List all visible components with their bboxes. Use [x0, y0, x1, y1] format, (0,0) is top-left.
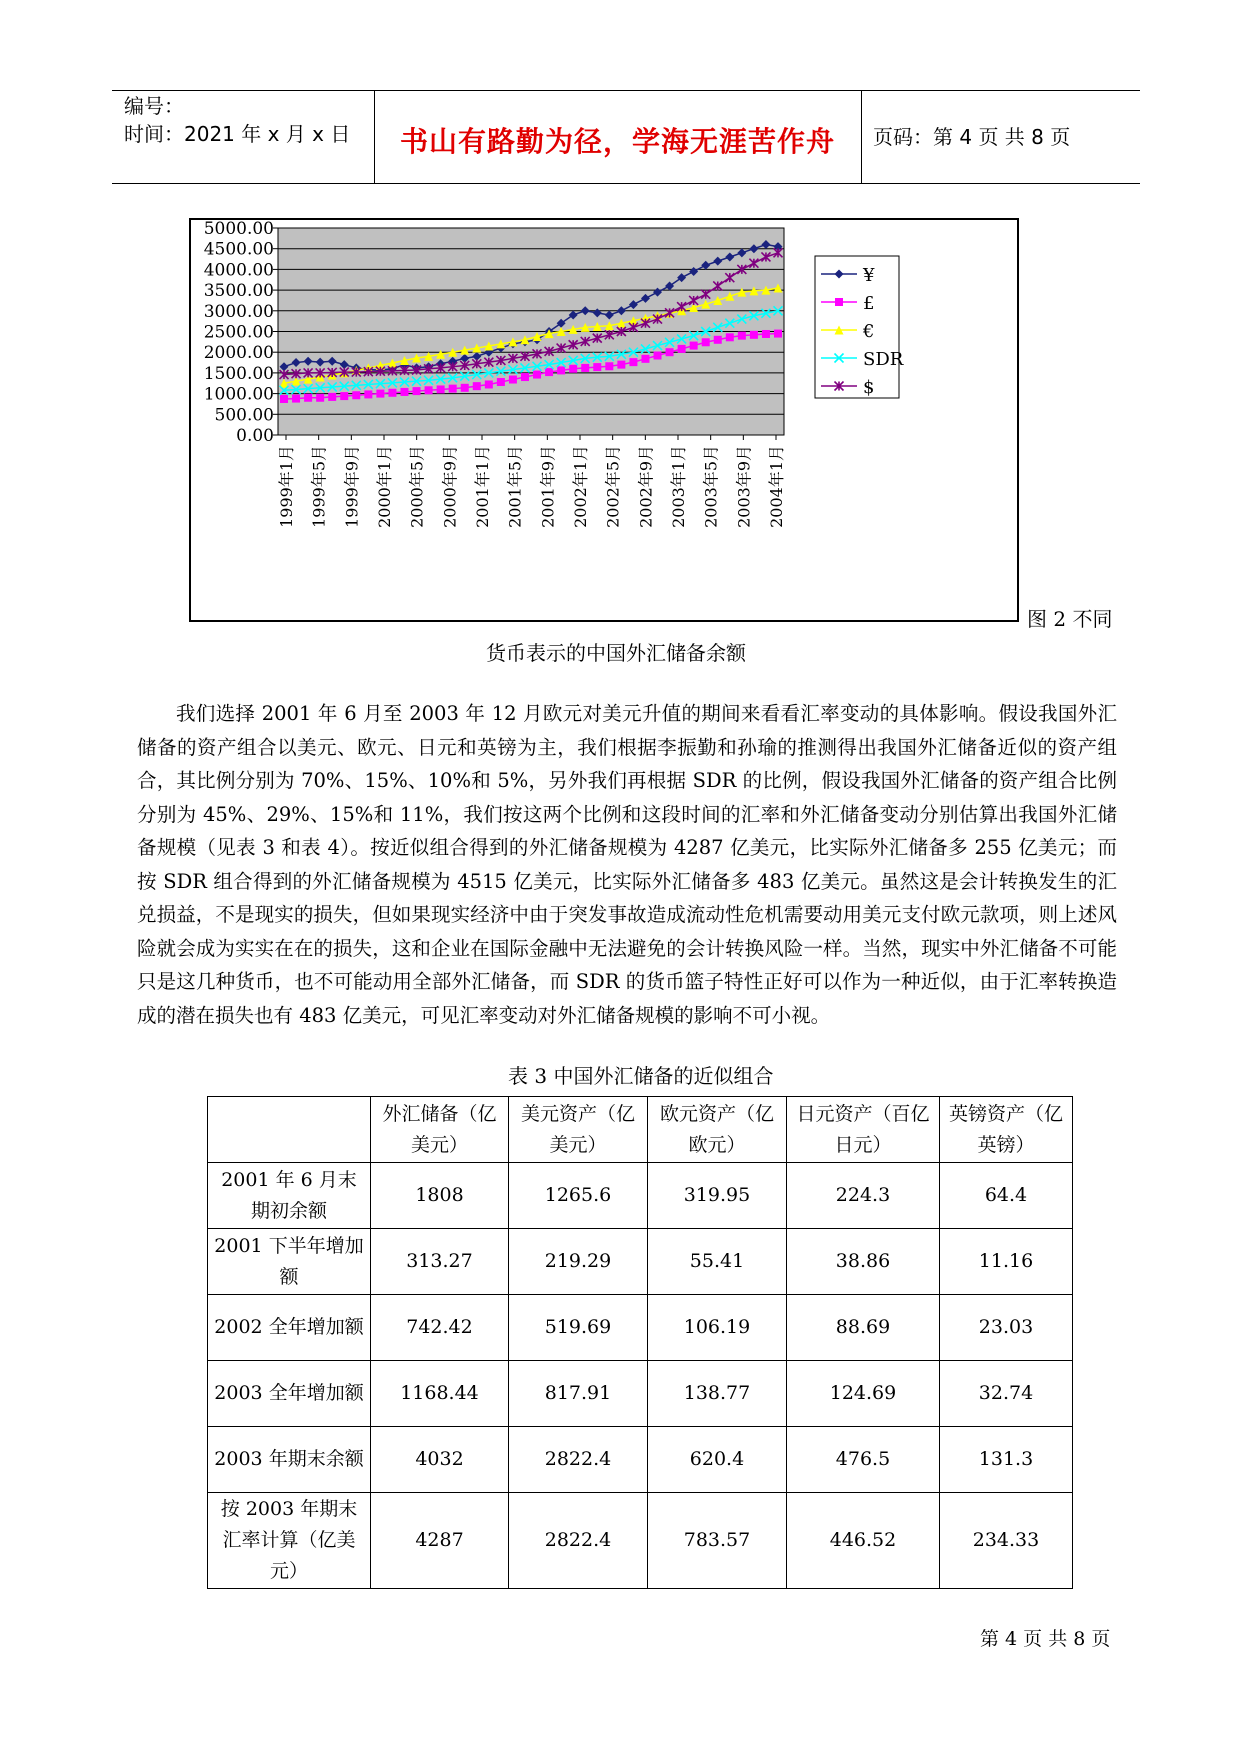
x-tick-label: 1999年9月 — [342, 445, 362, 528]
table-row-label: 2001 下半年增加额 — [208, 1229, 371, 1295]
data-point — [738, 332, 746, 340]
header-motto: 书山有路勤为径，学海无涯苦作舟 — [400, 125, 836, 158]
table-cell: 1808 — [371, 1163, 509, 1229]
data-point — [690, 342, 698, 350]
table-cell: 138.77 — [648, 1361, 787, 1427]
data-point — [376, 390, 384, 398]
table-cell: 23.03 — [940, 1295, 1073, 1361]
legend-label: £ — [863, 293, 875, 314]
data-point — [316, 394, 324, 402]
table-row — [208, 1295, 1073, 1361]
x-tick-label: 1999年5月 — [309, 445, 329, 528]
data-point — [569, 365, 577, 373]
table-cell: 620.4 — [648, 1427, 787, 1493]
table-cell: 742.42 — [371, 1295, 509, 1361]
figure-caption-part1: 图 2 不同 — [1027, 607, 1113, 631]
y-tick-label: 4500.00 — [203, 239, 274, 260]
table-header-row — [208, 1097, 1073, 1163]
x-tick-label: 2001年9月 — [538, 445, 558, 528]
data-point — [750, 331, 758, 339]
table-row-label: 2003 年期末余额 — [208, 1427, 371, 1493]
data-point — [726, 333, 734, 341]
table-cell: 446.52 — [787, 1493, 940, 1589]
table-header-cell: 美元资产（亿美元） — [509, 1097, 648, 1163]
data-point — [629, 358, 637, 366]
legend-marker — [835, 298, 843, 306]
table-cell: 11.16 — [940, 1229, 1073, 1295]
data-point — [425, 386, 433, 394]
table-row — [208, 1427, 1073, 1493]
x-tick-label: 2004年1月 — [767, 445, 786, 528]
table-header-cell: 外汇储备（亿美元） — [371, 1097, 509, 1163]
table-cell: 124.69 — [787, 1361, 940, 1427]
data-point — [533, 371, 541, 379]
x-tick-label: 1999年1月 — [277, 445, 296, 528]
data-point — [400, 388, 408, 396]
table-cell: 219.29 — [509, 1229, 648, 1295]
table-cell: 4287 — [371, 1493, 509, 1589]
legend-label: € — [863, 321, 875, 342]
legend-label: ¥ — [863, 265, 875, 286]
table-row-label: 按 2003 年期末汇率计算（亿美元） — [208, 1493, 371, 1589]
x-tick-label: 2001年5月 — [505, 445, 525, 528]
footer-page-number: 第 4 页 共 8 页 — [980, 1628, 1111, 1650]
data-point — [605, 362, 613, 370]
data-point — [714, 336, 722, 344]
legend-box — [815, 256, 899, 398]
data-point — [304, 394, 312, 402]
x-tick-label: 2000年1月 — [375, 445, 394, 528]
table-row — [208, 1493, 1073, 1589]
table-cell: 817.91 — [509, 1361, 648, 1427]
legend-label: SDR — [863, 349, 904, 370]
data-point — [774, 330, 782, 338]
x-tick-label: 2003年9月 — [734, 445, 754, 528]
data-point — [497, 378, 505, 386]
body-paragraph: 我们选择 2001 年 6 月至 2003 年 12 月欧元对美元升值的期间来看看汇率变动的具体影响。假设我国外汇储备的资产组合以美元、欧元、日元和英镑为主，我们根据李振勤和孙瑜的推测得出我国外汇储备近似的资产组合，其比例分别为 70%、15%、10%和 5%，另外我们再根据 SDR 的比例，假设我国外汇储备的资产组合比例分别为 45%、29%、15%和 11%，我们按这两个比例和这段时间的汇率和外汇储备变动分别估算出我国外汇储备规模（见表 3 和表 4）。按近似组合得到的外汇储备规模为 4287 亿美元，比实际外汇储备多 255 亿美元；而按 SDR 组合得到的外汇储备规模为 4515 亿美元，比实际外汇储备多 483 亿美元。虽然这是会计转换发生的汇兑损益，不是现实的损失，但如果现实经济中由于突发事故造成流动性危机需要动用美元支付欧元款项，则上述风险就会成为实实在在的损失，这和企业在国际金融中无法避免的会计转换风险一样。当然，现实中外汇储备不可能只是这几种货币，也不可能动用全部外汇储备，而 SDR 的货币篮子特性正好可以作为一种近似，由于汇率转换造成的潜在损失也有 483 亿美元，可见汇率变动对外汇储备规模的影响不可小视。 — [137, 702, 1117, 1027]
y-tick-label: 3500.00 — [203, 281, 274, 302]
table-row — [208, 1163, 1073, 1229]
table-cell: 2822.4 — [509, 1493, 648, 1589]
header-divider-right — [861, 90, 862, 184]
table-header-cell: 日元资产（百亿日元） — [787, 1097, 940, 1163]
data-point — [521, 373, 529, 381]
table-row-label: 2001 年 6 月末期初余额 — [208, 1163, 371, 1229]
x-tick-label: 2002年1月 — [571, 445, 590, 528]
table-row — [208, 1361, 1073, 1427]
data-point — [328, 393, 336, 401]
table-cell: 38.86 — [787, 1229, 940, 1295]
document-number-label: 编号： — [124, 94, 184, 118]
data-point — [617, 361, 625, 369]
table-title: 表 3 中国外汇储备的近似组合 — [508, 1064, 774, 1088]
x-tick-label: 2000年5月 — [407, 445, 427, 528]
x-tick-label: 2003年1月 — [669, 445, 688, 528]
header-divider-left — [374, 90, 375, 184]
data-point — [461, 384, 469, 392]
data-point — [581, 364, 589, 372]
table-header-cell — [208, 1097, 371, 1163]
table-cell: 234.33 — [940, 1493, 1073, 1589]
table-cell: 1168.44 — [371, 1361, 509, 1427]
y-tick-label: 3000.00 — [203, 301, 274, 322]
data-point — [364, 390, 372, 398]
body-text — [137, 697, 1117, 1032]
table-header-cell: 英镑资产（亿英镑） — [940, 1097, 1073, 1163]
data-point — [437, 385, 445, 393]
x-tick-label: 2003年5月 — [701, 445, 721, 528]
y-tick-label: 0.00 — [236, 426, 274, 446]
data-point — [280, 395, 288, 403]
data-point — [509, 376, 517, 384]
table-cell: 106.19 — [648, 1295, 787, 1361]
table-row-label: 2002 全年增加额 — [208, 1295, 371, 1361]
x-tick-label: 2002年9月 — [636, 445, 656, 528]
x-tick-label: 2001年1月 — [473, 445, 492, 528]
y-tick-label: 2500.00 — [203, 322, 274, 343]
y-tick-label: 2000.00 — [203, 343, 274, 364]
table-cell: 1265.6 — [509, 1163, 648, 1229]
data-point — [292, 395, 300, 403]
table-cell: 476.5 — [787, 1427, 940, 1493]
table-cell: 783.57 — [648, 1493, 787, 1589]
data-point — [413, 387, 421, 395]
data-point — [545, 368, 553, 376]
x-tick-label: 2000年9月 — [440, 445, 460, 528]
data-point — [473, 382, 481, 390]
data-point — [340, 392, 348, 400]
table-cell: 519.69 — [509, 1295, 648, 1361]
data-point — [388, 389, 396, 397]
table-cell: 319.95 — [648, 1163, 787, 1229]
header-bottom-rule — [112, 183, 1140, 184]
x-tick-label: 2002年5月 — [603, 445, 623, 528]
data-point — [485, 380, 493, 388]
table-row — [208, 1229, 1073, 1295]
y-tick-label: 1500.00 — [203, 363, 274, 384]
document-time-label: 时间：2021 年 x 月 x 日 — [124, 122, 351, 146]
header-top-rule — [112, 90, 1140, 91]
table-cell: 2822.4 — [509, 1427, 648, 1493]
table-row-label: 2003 全年增加额 — [208, 1361, 371, 1427]
table-cell: 4032 — [371, 1427, 509, 1493]
y-tick-label: 5000.00 — [203, 220, 274, 239]
y-tick-label: 500.00 — [214, 405, 274, 426]
table-cell: 55.41 — [648, 1229, 787, 1295]
table-cell: 64.4 — [940, 1163, 1073, 1229]
table-cell: 313.27 — [371, 1229, 509, 1295]
data-point — [702, 338, 710, 346]
data-point — [352, 391, 360, 399]
data-point — [762, 330, 770, 338]
header-page-label: 页码：第 4 页 共 8 页 — [873, 125, 1071, 149]
figure-caption-part2: 货币表示的中国外汇储备余额 — [486, 641, 746, 665]
table-cell: 224.3 — [787, 1163, 940, 1229]
reserve-table — [207, 1096, 1073, 1589]
table-cell: 131.3 — [940, 1427, 1073, 1493]
data-point — [654, 352, 662, 360]
y-tick-label: 1000.00 — [203, 384, 274, 405]
reserve-chart — [189, 218, 1019, 622]
table-cell: 88.69 — [787, 1295, 940, 1361]
legend-label: $ — [863, 377, 875, 398]
data-point — [593, 363, 601, 371]
table-header-cell: 欧元资产（亿欧元） — [648, 1097, 787, 1163]
data-point — [449, 385, 457, 393]
table-cell: 32.74 — [940, 1361, 1073, 1427]
reserve-chart-svg — [191, 220, 1017, 620]
data-point — [678, 345, 686, 353]
data-point — [666, 348, 674, 356]
data-point — [557, 366, 565, 374]
y-tick-label: 4000.00 — [203, 260, 274, 281]
data-point — [641, 355, 649, 363]
